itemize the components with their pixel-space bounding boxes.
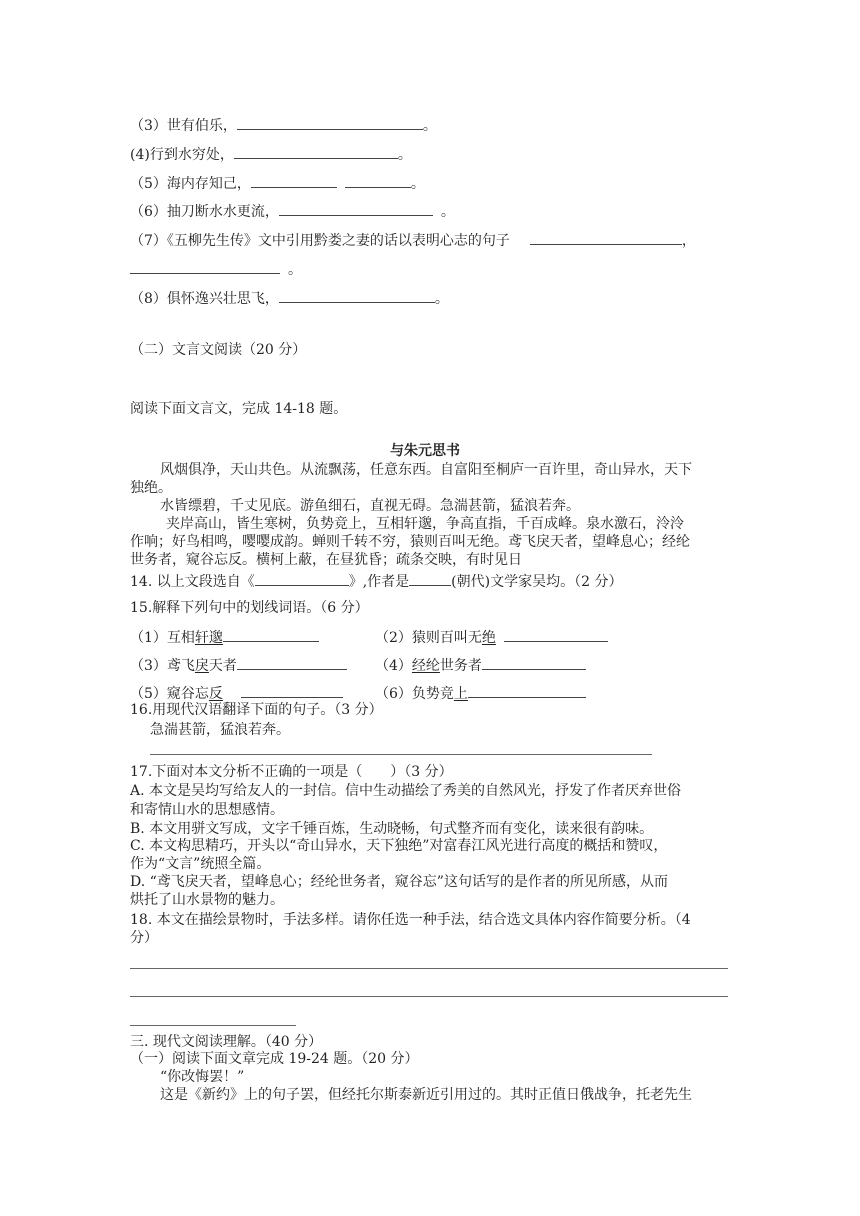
passage-title: 与朱元思书 xyxy=(390,443,460,459)
answer-blank[interactable] xyxy=(223,627,319,642)
answer-blank[interactable] xyxy=(482,655,586,670)
answer-blank[interactable] xyxy=(409,571,451,586)
question-15-stem: 15.解释下列句中的划线词语。（6 分） xyxy=(130,600,369,616)
answer-line[interactable] xyxy=(150,754,652,755)
option-a-cont: 和寄情山水的思想感情。 xyxy=(130,802,284,818)
passage-line: 水皆缥碧，千丈见底。游鱼细石，直视无碍。急湍甚箭，猛浪若奔。 xyxy=(160,498,580,514)
answer-blank[interactable] xyxy=(279,288,435,303)
answer-blank[interactable] xyxy=(279,201,433,216)
question-18-cont: 分） xyxy=(130,930,158,946)
answer-blank[interactable] xyxy=(345,173,411,188)
answer-blank[interactable] xyxy=(251,173,337,188)
q13-line-8: （8）俱怀逸兴壮思飞， 。 xyxy=(130,288,449,308)
question-16-stem: 16.用现代汉语翻译下面的句子。（3 分） xyxy=(130,702,383,718)
answer-line[interactable] xyxy=(130,1025,296,1026)
option-b: B. 本文用骈文写成，文字千锤百炼，生动晓畅，句式整齐而有变化，读来很有韵味。 xyxy=(130,821,654,837)
q15-item-1: （1）互相轩邈 xyxy=(130,627,319,647)
passage-line: 这是《新约》上的句子罢，但经托尔斯泰新近引用过的。其时正值日俄战争，托老先生 xyxy=(160,1087,692,1103)
q13-line-7-cont: 。 xyxy=(130,259,302,279)
question-14: 14. 以上文段选自《 》,作者是 (朝代)文学家吴均。（2 分） xyxy=(130,571,622,591)
answer-line[interactable] xyxy=(130,968,728,969)
q15-item-6: （6）负势竞上 xyxy=(375,683,586,703)
option-c: C. 本文构思精巧，开头以“奇山异水，天下独绝”对富春江风光进行高度的概括和赞叹， xyxy=(130,838,668,854)
question-17-stem: 17.下面对本文分析不正确的一项是（ ）（3 分） xyxy=(130,764,453,780)
option-d: D. “鸢飞戾天者，望峰息心；经纶世务者，窥谷忘”这句话写的是作者的所见所感，从而 xyxy=(130,874,668,890)
instruction-text: 阅读下面文言文，完成 14-18 题。 xyxy=(130,401,348,417)
answer-line[interactable] xyxy=(130,996,728,997)
answer-blank[interactable] xyxy=(130,259,280,274)
answer-blank[interactable] xyxy=(241,683,343,698)
option-a: A. 本文是吴均写给友人的一封信。信中生动描绘了秀美的自然风光，抒发了作者厌弃世俗 xyxy=(130,783,682,799)
answer-blank[interactable] xyxy=(255,571,349,586)
question-18: 18. 本文在描绘景物时，手法多样。请你任选一种手法，结合选文具体内容作简要分析。（4 xyxy=(130,912,691,928)
passage-line: 独绝。 xyxy=(130,480,172,496)
q13-line-7: （7）《五柳先生传》文中引用黔娄之妻的话以表明心志的句子 ， xyxy=(130,230,696,250)
answer-blank[interactable] xyxy=(468,683,586,698)
answer-blank[interactable] xyxy=(237,655,347,670)
q16-sentence: 急湍甚箭，猛浪若奔。 xyxy=(150,722,290,738)
answer-blank[interactable] xyxy=(504,627,608,642)
section-heading: （二）文言文阅读（20 分） xyxy=(130,342,307,358)
q13-line-4: (4)行到水穷处， 。 xyxy=(130,144,412,164)
passage-line: 作响；好鸟相鸣，嘤嘤成韵。蝉则千转不穷，猿则百叫无绝。鸢飞戾天者，望峰息心；经纶 xyxy=(130,534,690,550)
q15-item-5: （5）窥谷忘反 xyxy=(130,683,343,703)
option-c-cont: 作为“文言”统照全篇。 xyxy=(130,856,271,872)
section-heading: 三. 现代文阅读理解。（40 分） xyxy=(130,1034,323,1050)
subsection-heading: （一）阅读下面文章完成 19-24 题。（20 分） xyxy=(130,1051,419,1067)
passage-line: 夹岸高山，皆生寒树，负势竞上，互相轩邈，争高直指，千百成峰。泉水激石，泠泠 xyxy=(166,516,684,532)
passage-line: 世务者，窥谷忘反。横柯上蔽，在昼犹昏；疏条交映，有时见日 xyxy=(130,552,522,568)
q13-line-6: （6）抽刀断水水更流， 。 xyxy=(130,201,455,221)
passage-line: 风烟俱净，天山共色。从流飘荡，任意东西。自富阳至桐庐一百许里，奇山异水，天下 xyxy=(160,462,692,478)
option-d-cont: 烘托了山水景物的魅力。 xyxy=(130,892,284,908)
q15-item-4: （4）经纶世务者 xyxy=(375,655,586,675)
passage-line: “你改悔罢！” xyxy=(160,1069,245,1085)
answer-blank[interactable] xyxy=(530,230,682,245)
q15-item-2: （2）猿则百叫无绝 xyxy=(375,627,608,647)
q15-item-3: （3）鸢飞戾天者 xyxy=(130,655,347,675)
q13-line-5: （5）海内存知己， 。 xyxy=(130,173,425,193)
answer-blank[interactable] xyxy=(237,115,423,130)
answer-blank[interactable] xyxy=(234,144,398,159)
q13-line-3: （3）世有伯乐， 。 xyxy=(130,115,437,135)
